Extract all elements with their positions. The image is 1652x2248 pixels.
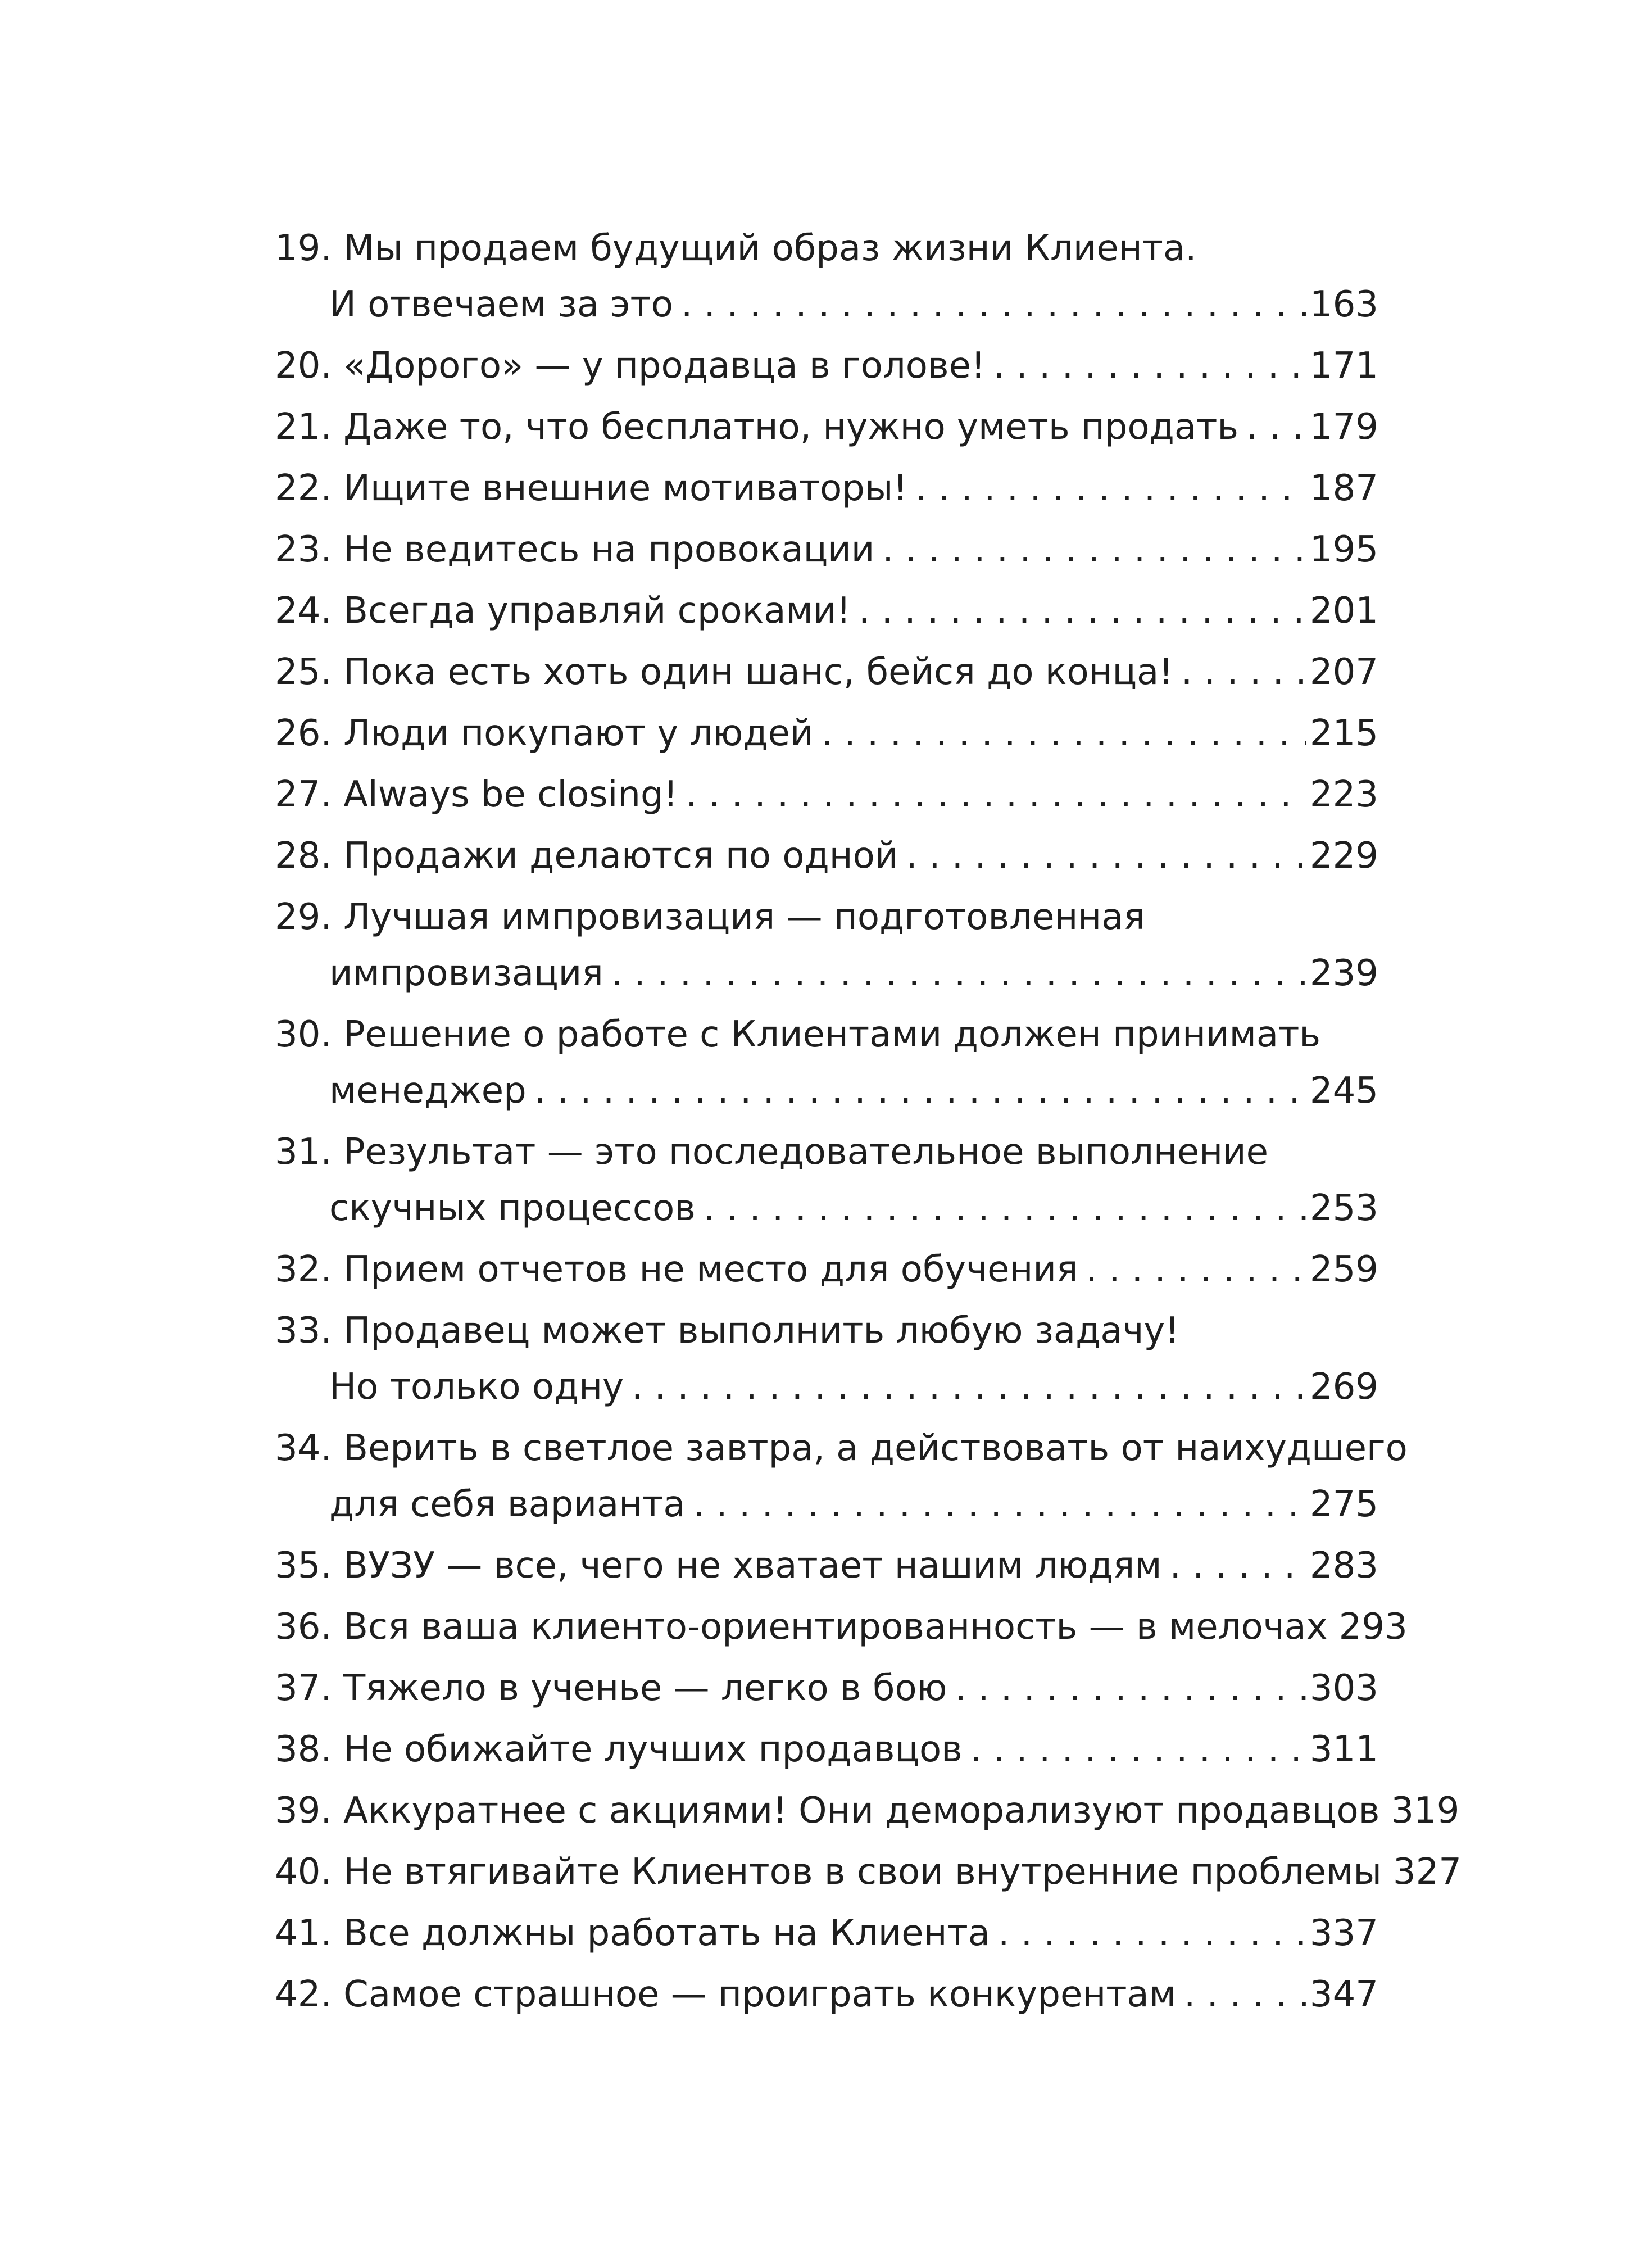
toc-entry-leader-line — [275, 1180, 1378, 1236]
toc-entry-leader-line — [275, 277, 1378, 333]
toc-entry-title: Люди покупают у людей — [343, 713, 814, 754]
toc-entry-title: Решение о работе с Клиентами должен принимать — [343, 1014, 1321, 1055]
toc-entry-leader-line — [275, 705, 1378, 762]
toc-entry-title: Always be closing! — [343, 774, 678, 815]
toc-entry[interactable] — [275, 1905, 1378, 1961]
toc-entry-page-number: 347 — [1309, 1974, 1378, 2015]
dot-leader — [693, 1476, 1306, 1533]
toc-entry-title: Пока есть хоть один шанс, бейся до конца! — [343, 651, 1173, 693]
toc-entry[interactable] — [275, 1966, 1378, 2023]
toc-entry-leader-line — [275, 1905, 1378, 1961]
toc-entry-title: скучных процессов — [329, 1188, 696, 1229]
toc-entry-leader-line — [275, 460, 1378, 516]
toc-entry-label — [275, 1660, 947, 1716]
toc-entry-label — [275, 1844, 1382, 1900]
toc-entry-leader-line — [275, 1359, 1378, 1415]
dot-leader — [681, 277, 1306, 333]
toc-entry[interactable] — [275, 889, 1378, 1001]
toc-entry-page-number: 259 — [1309, 1249, 1378, 1290]
toc-entry-label — [329, 1359, 624, 1415]
toc-entry-title: Не обижайте лучших продавцов — [343, 1729, 963, 1770]
toc-entry-leader-line — [275, 1599, 1408, 1655]
toc-entry-number: 23. — [275, 529, 332, 570]
dot-leader — [534, 1063, 1306, 1119]
toc-entry[interactable] — [275, 1007, 1378, 1119]
toc-entry-leader-line — [275, 1721, 1378, 1778]
toc-entry-title: для себя варианта — [329, 1484, 686, 1525]
toc-entry-label — [329, 277, 673, 333]
toc-entry-number: 28. — [275, 835, 332, 877]
toc-entry-leader-line — [275, 767, 1378, 823]
toc-entry-leader-line — [275, 828, 1378, 884]
dot-leader — [859, 583, 1306, 639]
toc-entry-title: Прием отчетов не место для обучения — [343, 1249, 1078, 1290]
toc-entry-page-number: 275 — [1309, 1484, 1378, 1525]
toc-entry-page-number: 195 — [1309, 529, 1378, 570]
toc-entry-number: 31. — [275, 1131, 332, 1173]
dot-leader — [915, 460, 1306, 516]
toc-entry-leader-line — [275, 338, 1378, 394]
toc-entry-number: 22. — [275, 468, 332, 509]
toc-entry-title: «Дорого» — у продавца в голове! — [343, 345, 986, 387]
toc-entry-number: 32. — [275, 1249, 332, 1290]
dot-leader — [1184, 1966, 1306, 2023]
toc-entry-label — [275, 1783, 1379, 1839]
toc-entry-label — [275, 767, 678, 823]
toc-entry-title-line — [275, 220, 1378, 277]
toc-entry-label — [275, 1966, 1176, 2023]
toc-entry[interactable] — [275, 1783, 1460, 1839]
dot-leader — [704, 1180, 1306, 1236]
toc-entry-label — [275, 522, 874, 578]
toc-entry-number: 39. — [275, 1790, 332, 1832]
toc-entry-label — [275, 1538, 1162, 1594]
toc-entry-title: Лучшая импровизация — подготовленная — [343, 896, 1145, 938]
toc-entry-title: Не втягивайте Клиентов в свои внутренние проблемы — [343, 1851, 1382, 1893]
toc-entry-title: Но только одну — [329, 1366, 624, 1408]
toc-entry-number: 36. — [275, 1606, 332, 1648]
toc-entry-label — [275, 1241, 1078, 1298]
dot-leader — [1170, 1538, 1306, 1594]
toc-entry-label — [275, 338, 986, 394]
toc-entry-page-number: 269 — [1309, 1366, 1378, 1408]
dot-leader — [1086, 1241, 1306, 1298]
toc-entry[interactable] — [275, 1844, 1462, 1900]
toc-entry-title: Продажи делаются по одной — [343, 835, 898, 877]
dot-leader — [611, 945, 1306, 1001]
toc-entry-leader-line — [275, 399, 1378, 455]
toc-entry-title: Ищите внешние мотиваторы! — [343, 468, 908, 509]
dot-leader — [998, 1905, 1306, 1961]
toc-entry-title-line — [275, 1303, 1378, 1359]
toc-entry-leader-line — [275, 945, 1378, 1001]
toc-entry-page-number: 239 — [1309, 953, 1378, 994]
toc-entry[interactable] — [275, 1660, 1378, 1716]
toc-entry-label — [329, 945, 603, 1001]
toc-entry-number: 40. — [275, 1851, 332, 1893]
toc-entry-page-number: 207 — [1309, 651, 1378, 693]
toc-entry-number: 37. — [275, 1667, 332, 1709]
toc-entry-leader-line — [275, 1844, 1462, 1900]
toc-entry-label — [275, 1599, 1328, 1655]
toc-entry-label — [275, 399, 1238, 455]
toc-entry-title-line — [275, 1007, 1378, 1063]
toc-entry-title: Верить в светлое завтра, а действовать от наихудшего — [343, 1427, 1408, 1469]
toc-entry[interactable] — [275, 1241, 1378, 1298]
toc-entry[interactable] — [275, 1303, 1378, 1415]
toc-entry-number: 25. — [275, 651, 332, 693]
toc-entry-title: Тяжело в ученье — легко в бою — [343, 1667, 947, 1709]
toc-entry-title: Не ведитесь на провокации — [343, 529, 875, 570]
toc-entry-title: менеджер — [329, 1070, 527, 1112]
dot-leader — [1181, 644, 1306, 700]
toc-entry-title: ВУЗУ — все, чего не хватает нашим людям — [343, 1545, 1162, 1587]
toc-entry-page-number: 327 — [1392, 1851, 1462, 1893]
toc-entry-title: Результат — это последовательное выполнение — [343, 1131, 1268, 1173]
toc-entry-label — [329, 1476, 686, 1533]
dot-leader — [632, 1359, 1306, 1415]
toc-entry[interactable] — [275, 767, 1378, 823]
toc-entry[interactable] — [275, 828, 1378, 884]
toc-entry-page-number: 223 — [1309, 774, 1378, 815]
toc-entry-leader-line — [275, 522, 1378, 578]
toc-entry[interactable] — [275, 220, 1378, 333]
toc-entry-page-number: 303 — [1309, 1667, 1378, 1709]
toc-entry-page-number: 253 — [1309, 1188, 1378, 1229]
toc-entry[interactable] — [275, 522, 1378, 578]
toc-entry-number: 30. — [275, 1014, 332, 1055]
toc-entry-label — [275, 828, 898, 884]
toc-entry-leader-line — [275, 583, 1378, 639]
toc-entry-title: И отвечаем за это — [329, 284, 673, 325]
toc-entry[interactable] — [275, 1420, 1408, 1533]
toc-entry-page-number: 283 — [1309, 1545, 1378, 1587]
toc-entry-title: Все должны работать на Клиента — [343, 1912, 990, 1954]
toc-entry[interactable] — [275, 1538, 1378, 1594]
toc-entry-label — [275, 1721, 963, 1778]
toc-entry[interactable] — [275, 583, 1378, 639]
toc-entry-leader-line — [275, 1063, 1378, 1119]
toc-entry-leader-line — [275, 1966, 1378, 2023]
toc-entry-number: 34. — [275, 1427, 332, 1469]
toc-entry-title: Самое страшное — проиграть конкурентам — [343, 1974, 1176, 2015]
toc-entry-number: 19. — [275, 228, 332, 269]
toc-entry[interactable] — [275, 460, 1378, 516]
toc-entry-title: Мы продаем будущий образ жизни Клиента. — [343, 228, 1197, 269]
dot-leader — [970, 1721, 1306, 1778]
toc-entry-number: 27. — [275, 774, 332, 815]
toc-entry-number: 41. — [275, 1912, 332, 1954]
toc-entry-leader-line — [275, 1783, 1460, 1839]
toc-entry-number: 24. — [275, 590, 332, 632]
toc-entry-number: 20. — [275, 345, 332, 387]
toc-entry-title: Даже то, что бесплатно, нужно уметь продать — [343, 406, 1239, 448]
toc-entry-leader-line — [275, 1241, 1378, 1298]
toc-entry-number: 42. — [275, 1974, 332, 2015]
toc-entry-leader-line — [275, 1660, 1378, 1716]
toc-entry-label — [329, 1180, 696, 1236]
toc-entry[interactable] — [275, 1124, 1378, 1236]
toc-entry-label — [275, 1905, 990, 1961]
toc-entry-label — [275, 583, 851, 639]
toc-entry-number: 29. — [275, 896, 332, 938]
toc-entry-page-number: 201 — [1309, 590, 1378, 632]
toc-entry[interactable] — [275, 644, 1378, 700]
table-of-contents — [275, 220, 1462, 2028]
toc-entry[interactable] — [275, 705, 1378, 762]
toc-entry-number: 35. — [275, 1545, 332, 1587]
toc-entry-label — [275, 644, 1173, 700]
toc-entry-title-line — [275, 889, 1378, 945]
dot-leader — [955, 1660, 1306, 1716]
dot-leader — [822, 705, 1306, 762]
toc-entry-label — [275, 705, 814, 762]
dot-leader — [993, 338, 1306, 394]
toc-entry[interactable] — [275, 1599, 1408, 1655]
toc-entry-page-number: 337 — [1309, 1912, 1378, 1954]
toc-entry-page-number: 171 — [1309, 345, 1378, 387]
dot-leader — [1246, 399, 1306, 455]
toc-entry-page-number: 245 — [1309, 1070, 1378, 1112]
toc-entry-page-number: 229 — [1309, 835, 1378, 877]
toc-entry-page-number: 179 — [1309, 406, 1378, 448]
toc-entry-title: Вся ваша клиенто-ориентированность — в мелочах — [343, 1606, 1328, 1648]
toc-entry-label — [275, 460, 907, 516]
toc-entry-leader-line — [275, 1476, 1378, 1533]
toc-entry-page-number: 319 — [1391, 1790, 1460, 1832]
toc-entry-title-line — [275, 1420, 1408, 1476]
toc-entry[interactable] — [275, 1721, 1378, 1778]
toc-entry-page-number: 163 — [1309, 284, 1378, 325]
toc-entry-title: Продавец может выполнить любую задачу! — [343, 1310, 1179, 1352]
toc-entry-title-line — [275, 1124, 1378, 1180]
toc-entry[interactable] — [275, 338, 1378, 394]
toc-entry-page-number: 187 — [1309, 468, 1378, 509]
toc-entry-number: 33. — [275, 1310, 332, 1352]
toc-entry-page-number: 311 — [1309, 1729, 1378, 1770]
toc-entry-page-number: 215 — [1309, 713, 1378, 754]
toc-entry-title: Всегда управляй сроками! — [343, 590, 851, 632]
toc-entry-number: 38. — [275, 1729, 332, 1770]
dot-leader — [882, 522, 1306, 578]
toc-entry-number: 21. — [275, 406, 332, 448]
toc-entry-title: импровизация — [329, 953, 603, 994]
toc-entry[interactable] — [275, 399, 1378, 455]
toc-entry-label — [329, 1063, 527, 1119]
toc-entry-leader-line — [275, 1538, 1378, 1594]
toc-entry-leader-line — [275, 644, 1378, 700]
dot-leader — [906, 828, 1306, 884]
dot-leader — [686, 767, 1306, 823]
toc-entry-page-number: 293 — [1338, 1606, 1408, 1648]
toc-entry-number: 26. — [275, 713, 332, 754]
toc-entry-title: Аккуратнее с акциями! Они деморализуют продавцов — [343, 1790, 1380, 1832]
